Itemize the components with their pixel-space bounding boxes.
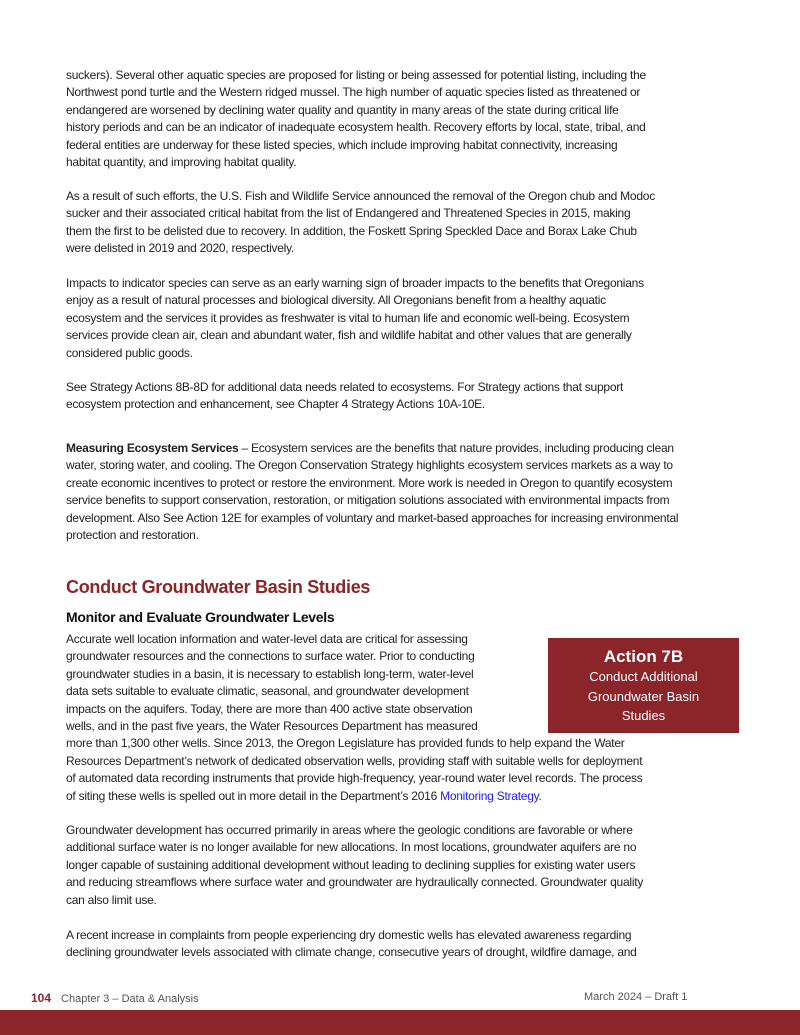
text-line: A recent increase in complaints from people experiencing dry domestic wells has elevated awareness regarding bbox=[66, 928, 632, 942]
paragraph-indicator-species bbox=[66, 275, 644, 362]
text-line: services provide clean air, clean and abundant water, fish and wildlife habitat and other values that are generally bbox=[66, 328, 632, 343]
text-line: data sets suitable to evaluate climatic, seasonal, and groundwater development bbox=[66, 684, 469, 699]
paragraph-dry-wells bbox=[66, 927, 637, 962]
text-line: suckers). Several other aquatic species are proposed for listing or being assessed for potential listing, including the bbox=[66, 68, 646, 82]
text-line: groundwater resources and the connections to surface water. Prior to conducting bbox=[66, 649, 475, 664]
monitoring-strategy-link[interactable]: Monitoring Strategy. bbox=[440, 788, 542, 803]
paragraph-well-monitoring: Accurate well location information and water-level data are critical for assessing groundwater resources and the connections to surface water. Prior to conducting groundwater studies in a basin, it is necessary to establish long-term, water-level data sets suitable to evaluate climatic, seasonal, and groundwater development impacts on the aquifers. Today, there are more than 400 active state observation wells, and in the past five years, the Water Resources Department has measured more than 1,300 other wells. Since 2013, the Oregon Legislature has provided funds to help expand the Water Resources Department’s network of dedicated observation wells, providing staff with suitable wells for deployment of automated data recording instruments that provide high-frequency, year-round water level records. The process of siting these wells is spelled out in more detail in the Department’s 2016 Monitoring Strategy. bbox=[66, 632, 643, 803]
paragraph-strategy-actions bbox=[66, 379, 623, 414]
text-line: endangered are worsened by declining water quality and quantity in many areas of the state during critical life bbox=[66, 102, 619, 117]
page-number: 104 bbox=[31, 991, 52, 1005]
text-line: habitat quantity, and improving habitat quality. bbox=[66, 155, 297, 170]
text-line: more than 1,300 other wells. Since 2013, the Oregon Legislature has provided funds to help expand the Water bbox=[66, 736, 625, 751]
text-line: enjoy as a result of natural processes and biological diversity. All Oregonians benefit from a healthy aquatic bbox=[66, 293, 606, 308]
text-line: history periods and can be an indicator of inadequate ecosystem health. Recovery efforts by local, state, tribal, and bbox=[66, 120, 646, 135]
text-line: As a result of such efforts, the U.S. Fish and Wildlife Service announced the removal of the Oregon chub and Modoc bbox=[66, 189, 655, 203]
text-line: Impacts to indicator species can serve as an early warning sign of broader impacts to the benefits that Oregonians bbox=[66, 276, 644, 290]
text-line: Groundwater development has occurred primarily in areas where the geologic conditions are favorable or where bbox=[66, 823, 633, 837]
text-line: declining groundwater levels associated with climate change, consecutive years of drought, wildfire damage, and bbox=[66, 945, 637, 960]
text-line: of automated data recording instruments that provide high-frequency, year-round water level records. The process bbox=[66, 771, 643, 786]
text-line: considered public goods. bbox=[66, 345, 193, 360]
footer-bar bbox=[0, 1010, 800, 1035]
page-footer bbox=[31, 991, 700, 1005]
paragraph-delisting bbox=[66, 188, 655, 258]
text-line: longer capable of sustaining additional development without leading to declining supplies for existing water users bbox=[66, 857, 636, 872]
text-line: Accurate well location information and water-level data are critical for assessing bbox=[66, 632, 468, 646]
text-line: sucker and their associated critical habitat from the list of Endangered and Threatened Species in 2015, making bbox=[66, 206, 631, 221]
text-line: Resources Department’s network of dedicated observation wells, providing staff with suitable wells for deployment bbox=[66, 753, 643, 768]
text-line: wells, and in the past five years, the Water Resources Department has measured bbox=[66, 719, 478, 734]
text-line: ecosystem and the services it provides as freshwater is vital to human life and economic well-being. Ecosystem bbox=[66, 310, 630, 325]
text-line: can also limit use. bbox=[66, 892, 157, 907]
text-line: ecosystem protection and enhancement, see Chapter 4 Strategy Actions 10A-10E. bbox=[66, 397, 486, 412]
text-line: them the first to be delisted due to recovery. In addition, the Foskett Spring Speckled Dace and Borax Lake Chub bbox=[66, 223, 637, 238]
text-line: additional surface water is no longer available for new allocations. In most locations, groundwater aquifers are no bbox=[66, 840, 637, 855]
text-line: were delisted in 2019 and 2020, respectively. bbox=[66, 241, 295, 256]
section-heading: Conduct Groundwater Basin Studies bbox=[66, 577, 371, 597]
text-line: groundwater studies in a basin, it is necessary to establish long-term, water-level bbox=[66, 666, 474, 681]
text-line: impacts on the aquifers. Today, there are more than 400 active state observation bbox=[66, 701, 473, 716]
action-title: Action 7B bbox=[603, 647, 684, 666]
chapter-label: Chapter 3 – Data & Analysis bbox=[61, 993, 199, 1005]
paragraph-ecosystem-services: Measuring Ecosystem Services – Ecosystem services are the benefits that nature provides, including producing clean water, storing water, and cooling. The Oregon Conservation Strategy highlights ecosystem services markets as a way to create economic incentives to protect or restore the environment. More work is needed in Oregon to quantify ecosystem service benefits to support conservation, restoration, or mitigation solutions associated with environmental impacts from development. Also See Action 12E for examples of voluntary and market-based approaches for increasing environmental protection and restoration. bbox=[66, 441, 679, 543]
text-line: and reducing streamflows where surface water and groundwater are hydraulically connected. Groundwater quality bbox=[66, 875, 644, 890]
text-line: federal entities are underway for these listed species, which include improving habitat connectivity, increasing bbox=[66, 137, 618, 152]
text-line: Northwest pond turtle and the Western ridged mussel. The high number of aquatic species listed as threatened or bbox=[66, 85, 641, 100]
paragraph-groundwater-development bbox=[66, 822, 643, 909]
action-callout-box: Action 7B Conduct Additional Groundwater Basin Studies bbox=[548, 638, 739, 733]
ecosystem-services-label: Measuring Ecosystem Services bbox=[66, 441, 239, 455]
text-line: See Strategy Actions 8B-8D for additional data needs related to ecosystems. For Strategy actions that support bbox=[66, 380, 624, 394]
subheading: Monitor and Evaluate Groundwater Levels bbox=[66, 609, 335, 625]
paragraph-aquatic-species bbox=[66, 67, 646, 171]
draft-date: March 2024 – Draft 1 bbox=[584, 991, 688, 1003]
